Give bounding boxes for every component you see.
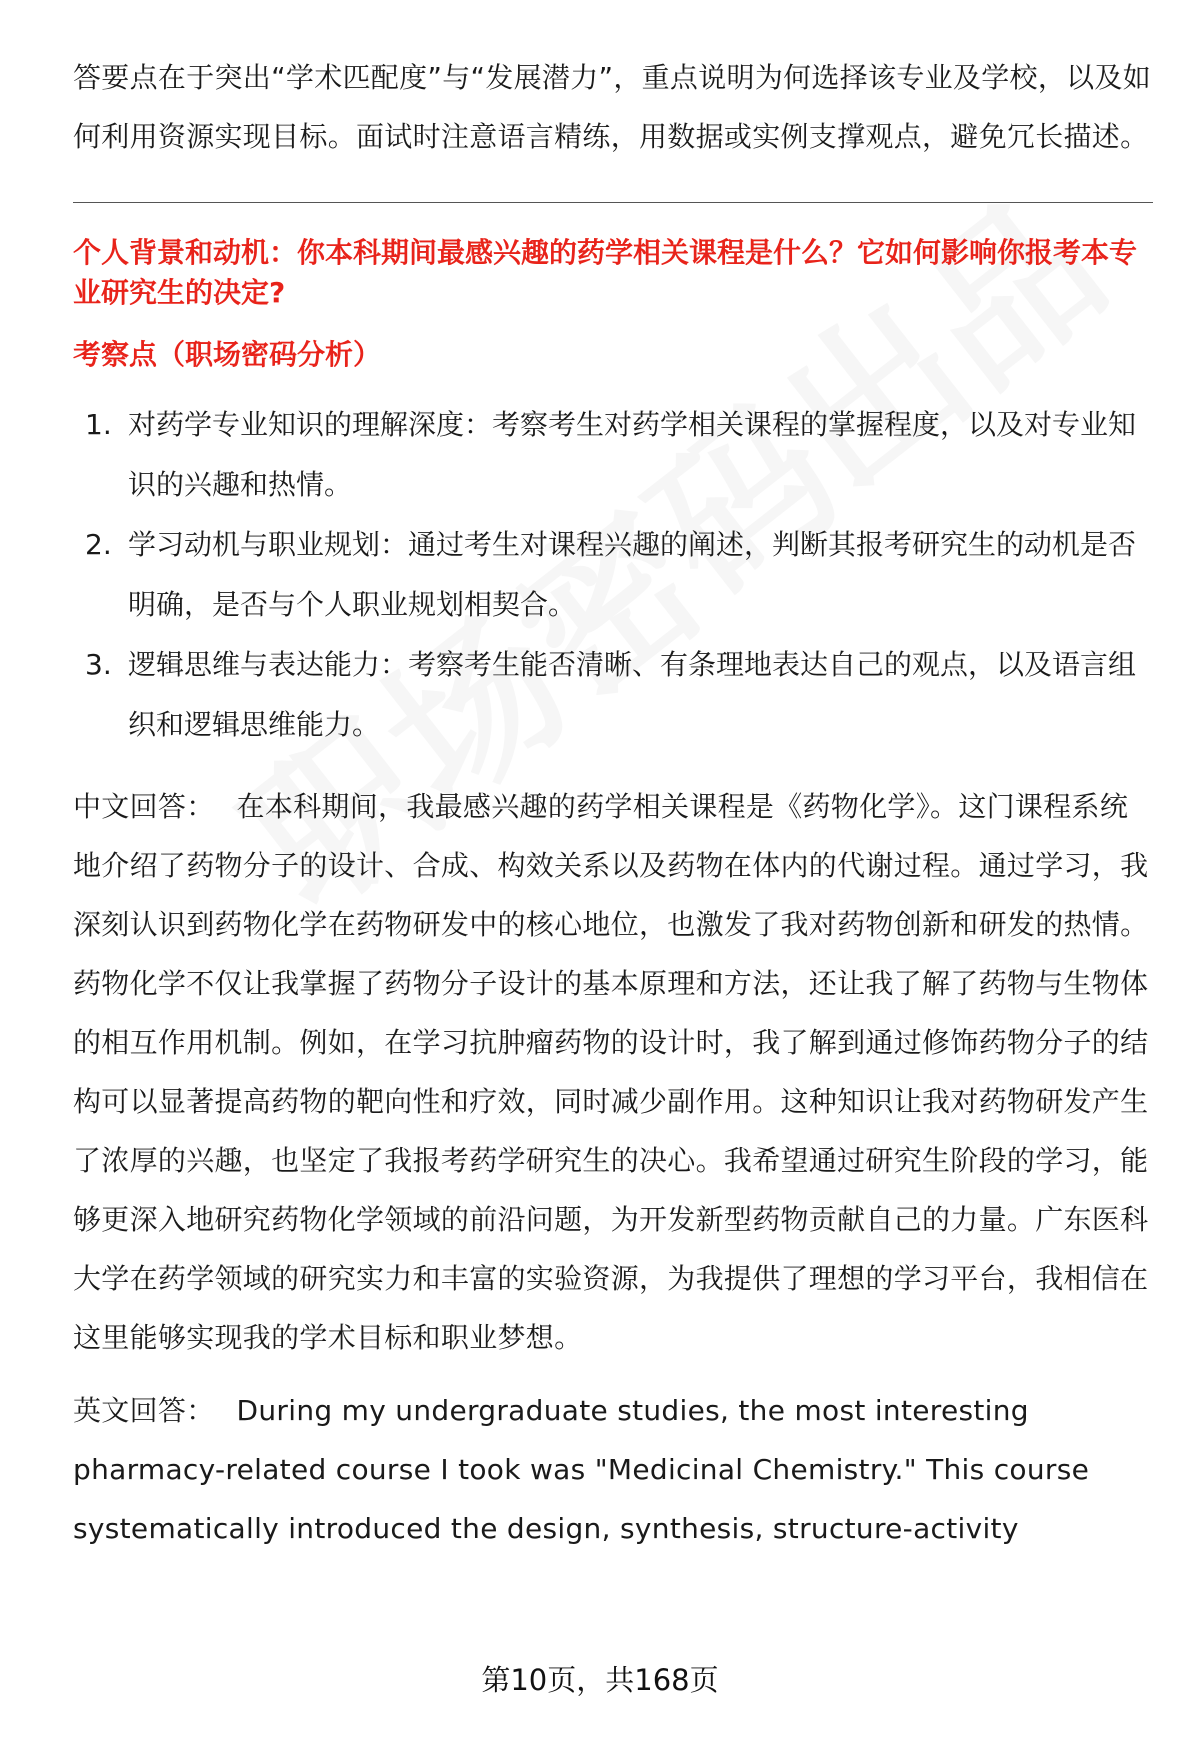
section-divider — [73, 202, 1153, 203]
question-heading: 个人背景和动机：你本科期间最感兴趣的药学相关课程是什么？它如何影响你报考本专业研究生的决定? — [73, 236, 1138, 309]
list-number: 2. — [85, 528, 112, 561]
section-title: 考察点（职场密码分析） — [73, 338, 382, 371]
list-item — [73, 515, 1153, 635]
list-item-text: 对药学专业知识的理解深度：考察考生对药学相关课程的掌握程度，以及对专业知识的兴趣和热情。 — [128, 408, 1137, 501]
intro-paragraph: 答要点在于突出“学术匹配度”与“发展潜力”，重点说明为何选择该专业及学校，以及如何利用资源实现目标。面试时注意语言精练，用数据或实例支撑观点，避免冗长描述。 — [73, 61, 1152, 153]
chinese-answer-label: 中文回答： — [73, 790, 215, 823]
chinese-answer-text: 在本科期间，我最感兴趣的药学相关课程是《药物化学》。这门课程系统地介绍了药物分子的设计、合成、构效关系以及药物在体内的代谢过程。通过学习，我深刻认识到药物化学在药物研发中的核心地位，也激发了我对药物创新和研发的热情。药物化学不仅让我掌握了药物分子设计的基本原理和方法，还让我了解了药物与生物体的相互作用机制。例如，在学习抗肿瘤药物的设计时，我了解到通过修饰药物分子的结构可以显著提高药物的靶向性和疗效，同时减少副作用。这种知识让我对药物研发产生了浓厚的兴趣，也坚定了我报考药学研究生的决心。我希望通过研究生阶段的学习，能够更深入地研究药物化学领域的前沿问题，为开发新型药物贡献自己的力量。广东医科大学在药学领域的研究实力和丰富的实验资源，为我提供了理想的学习平台，我相信在这里能够实现我的学术目标和职业梦想。 — [73, 790, 1149, 1354]
english-answer-text: During my undergraduate studies, the most interesting pharmacy-related course I took was "Medicinal Chemistry." This course systematically introduced the design, synthesis, structure-activity — [73, 1394, 1090, 1545]
english-answer — [73, 1381, 1153, 1558]
evaluation-points-list — [73, 395, 1153, 755]
list-item — [73, 395, 1153, 515]
list-item-text: 学习动机与职业规划：通过考生对课程兴趣的阐述，判断其报考研究生的动机是否明确，是否与个人职业规划相契合。 — [128, 528, 1137, 621]
list-item — [73, 635, 1153, 755]
list-number: 3. — [85, 648, 112, 681]
english-answer-label: 英文回答： — [73, 1394, 215, 1427]
document-page — [73, 48, 1153, 1572]
chinese-answer — [73, 777, 1153, 1367]
list-number: 1. — [85, 408, 112, 441]
page-footer: 第10页，共168页 — [481, 1663, 719, 1697]
list-item-text: 逻辑思维与表达能力：考察考生能否清晰、有条理地表达自己的观点，以及语言组织和逻辑思维能力。 — [128, 648, 1137, 741]
